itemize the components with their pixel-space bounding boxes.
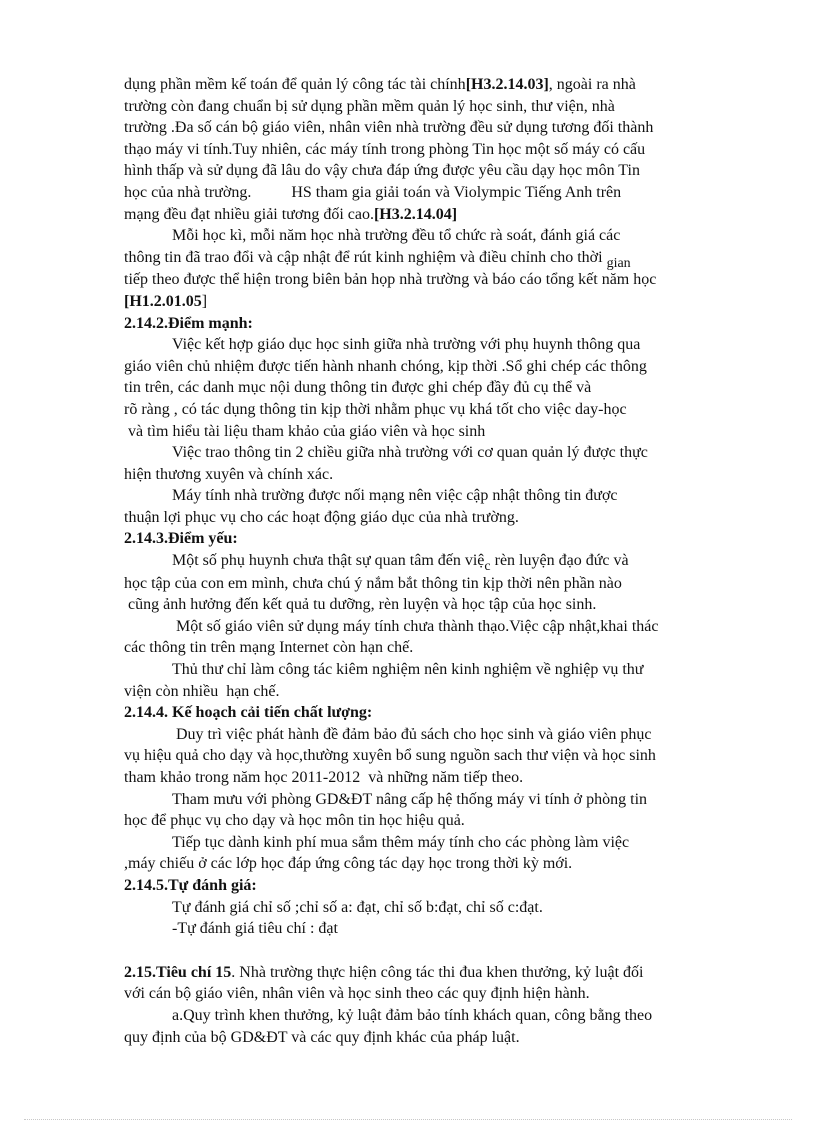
text-line: 2.15.Tiêu chí 15. Nhà trường thực hiện công tác thi đua khen thưởng, kỷ luật đối	[124, 963, 644, 981]
text-line: dụng phần mềm kế toán để quản lý công tác tài chính[H3.2.14.03], ngoài ra nhà	[124, 76, 636, 93]
text-line: học của nhà trường. HS tham gia giải toán và Violympic Tiếng Anh trên	[124, 183, 622, 201]
page-bottom-divider	[24, 1119, 792, 1120]
section-heading-plan: 2.14.4. Kế hoạch cải tiến chất lượng:	[124, 704, 373, 722]
text-line: các thông tin trên mạng Internet còn hạn chế.	[124, 639, 414, 657]
criterion-heading: 2.15.Tiêu chí 15	[124, 963, 232, 981]
text-line: quy định của bộ GD&ĐT và các quy định khác của pháp luật.	[124, 1028, 520, 1046]
text-line: Việc trao thông tin 2 chiều giữa nhà trường với cơ quan quản lý được thực	[172, 444, 648, 462]
text-line: tham khảo trong năm học 2011-2012 và những năm tiếp theo.	[124, 769, 524, 786]
text-line: Việc kết hợp giáo dục học sinh giữa nhà trường với phụ huynh thông qua	[172, 336, 641, 354]
text-line: thông tin đã trao đổi và cập nhật để rút kinh nghiệm và điều chỉnh cho thời gian	[124, 248, 631, 271]
evidence-code: [H1.2.01.05	[124, 292, 202, 310]
text-line: Máy tính nhà trường được nối mạng nên việc cập nhật thông tin được	[172, 487, 618, 505]
text-line: ,máy chiếu ở các lớp học đáp ứng công tác dạy học trong thời kỳ mới.	[124, 855, 573, 873]
section-heading-weakness: 2.14.3.Điểm yếu:	[124, 530, 238, 548]
text-line: hiện thương xuyên và chính xác.	[124, 465, 334, 483]
text-line: -Tự đánh giá tiêu chí : đạt	[172, 920, 338, 938]
text-line: tin trên, các danh mục nội dung thông tin được ghi chép đầy đủ cụ thể và	[124, 379, 592, 397]
text-line: với cán bộ giáo viên, nhân viên và học sinh theo các quy định hiện hành.	[124, 985, 590, 1003]
text-line: rõ ràng , có tác dụng thông tin kịp thời nhằm phục vụ khá tốt cho việc day-học	[124, 400, 627, 418]
text-line: tiếp theo được thể hiện trong biên bản họp nhà trường và báo cáo tổng kết năm học	[124, 271, 657, 289]
text-line: và tìm hiểu tài liệu tham khảo của giáo viên và học sinh	[124, 422, 486, 440]
text-line: [H1.2.01.05]	[124, 292, 208, 310]
text-line: Một số giáo viên sử dụng máy tính chưa thành thạo.Việc cập nhật,khai thác	[176, 617, 659, 635]
section-heading-self-assessment: 2.14.5.Tự đánh giá:	[124, 876, 257, 894]
document-page	[124, 74, 764, 1048]
blank-line	[124, 940, 764, 962]
text-line: viện còn nhiều hạn chế.	[124, 682, 280, 700]
text-line: học để phục vụ cho dạy và học môn tin học hiệu quả.	[124, 812, 465, 830]
text-line: hình thấp và sử dụng đã lâu do vậy chưa đáp ứng được yêu cầu dạy học môn Tin	[124, 162, 640, 180]
text-line: học tập của con em mình, chưa chú ý nắm bắt thông tin kịp thời nên phần nào	[124, 574, 622, 592]
text-line: Tham mưu với phòng GD&ĐT nâng cấp hệ thống máy vi tính ở phòng tin	[172, 790, 648, 808]
text-line: trường còn đang chuẩn bị sử dụng phần mềm quản lý học sinh, thư viện, nhà	[124, 97, 615, 115]
text-line: thạo máy vi tính.Tuy nhiên, các máy tính trong phòng Tin học một số máy có cấu	[124, 140, 646, 158]
text-line: cũng ảnh hưởng đến kết quả tu dưỡng, rèn luyện và học tập của học sinh.	[124, 596, 597, 614]
text-line: vụ hiệu quả cho dạy và học,thường xuyên bổ sung nguồn sach thư viện và học sinh	[124, 747, 656, 765]
text-line: Mỗi học kì, mỗi năm học nhà trường đều tổ chức rà soát, đánh giá các	[172, 227, 621, 245]
text-line: mạng đều đạt nhiều giải tương đối cao.[H3.2.14.04]	[124, 205, 458, 223]
text-line: Tự đánh giá chỉ số ;chỉ số a: đạt, chỉ số b:đạt, chỉ số c:đạt.	[172, 898, 543, 916]
section-heading-strength: 2.14.2.Điểm mạnh:	[124, 314, 253, 332]
evidence-code: [H3.2.14.04]	[373, 205, 458, 223]
text-line: giáo viên chủ nhiệm được tiến hành nhanh chóng, kịp thời .Sổ ghi chép các thông	[124, 357, 647, 375]
text-line: a.Quy trình khen thưởng, kỷ luật đảm bảo tính khách quan, công bằng theo	[172, 1006, 653, 1024]
text-line: trường .Đa số cán bộ giáo viên, nhân viên nhà trường đều sử dụng tương đối thành	[124, 119, 654, 137]
text-line: Một số phụ huynh chưa thật sự quan tâm đến việc rèn luyện đạo đức và	[172, 552, 629, 575]
evidence-code: [H3.2.14.03]	[465, 76, 549, 93]
text-line: Tiếp tục dành kinh phí mua sắm thêm máy tính cho các phòng làm việc	[172, 833, 630, 851]
text-line: thuận lợi phục vụ cho các hoạt động giáo dục của nhà trường.	[124, 508, 519, 526]
text-line: Thủ thư chỉ làm công tác kiêm nghiệm nên kinh nghiệm về nghiệp vụ thư	[172, 661, 644, 679]
text-line: Duy trì việc phát hành đề đảm bảo đủ sách cho học sinh và giáo viên phục	[176, 725, 652, 743]
